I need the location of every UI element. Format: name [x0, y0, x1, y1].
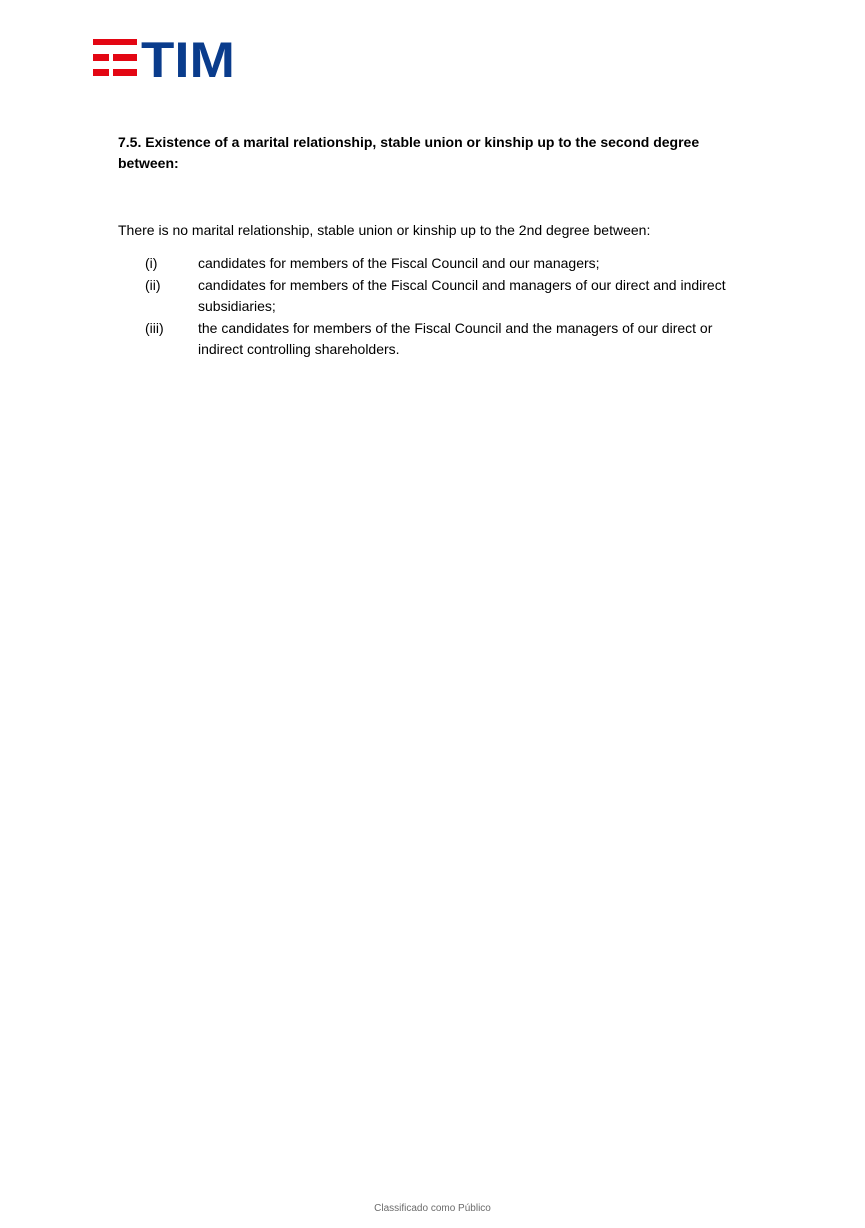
tim-logo — [93, 39, 238, 79]
logo-text: TIM — [141, 39, 235, 79]
list-item — [118, 275, 758, 317]
section-heading: 7.5. Existence of a marital relationship, stable union or kinship up to the second degree between: — [118, 134, 700, 171]
list-item-text: candidates for members of the Fiscal Council and managers of our direct and indirect subsidiaries; — [198, 277, 726, 314]
list-item — [118, 318, 758, 360]
section-intro: There is no marital relationship, stable union or kinship up to the 2nd degree between: — [118, 222, 651, 238]
list-item-text: candidates for members of the Fiscal Council and our managers; — [198, 255, 600, 271]
list-item — [118, 253, 758, 274]
classification-footer: Classificado como Público — [374, 1203, 491, 1214]
list-marker: (i) — [145, 255, 158, 271]
tim-logo-icon — [93, 39, 238, 79]
list-item-text: the candidates for members of the Fiscal Council and the managers of our direct or indirect controlling shareholders. — [198, 320, 713, 357]
kinship-list — [118, 253, 758, 360]
document-body — [118, 132, 758, 361]
list-marker: (iii) — [145, 320, 164, 336]
list-marker: (ii) — [145, 277, 161, 293]
